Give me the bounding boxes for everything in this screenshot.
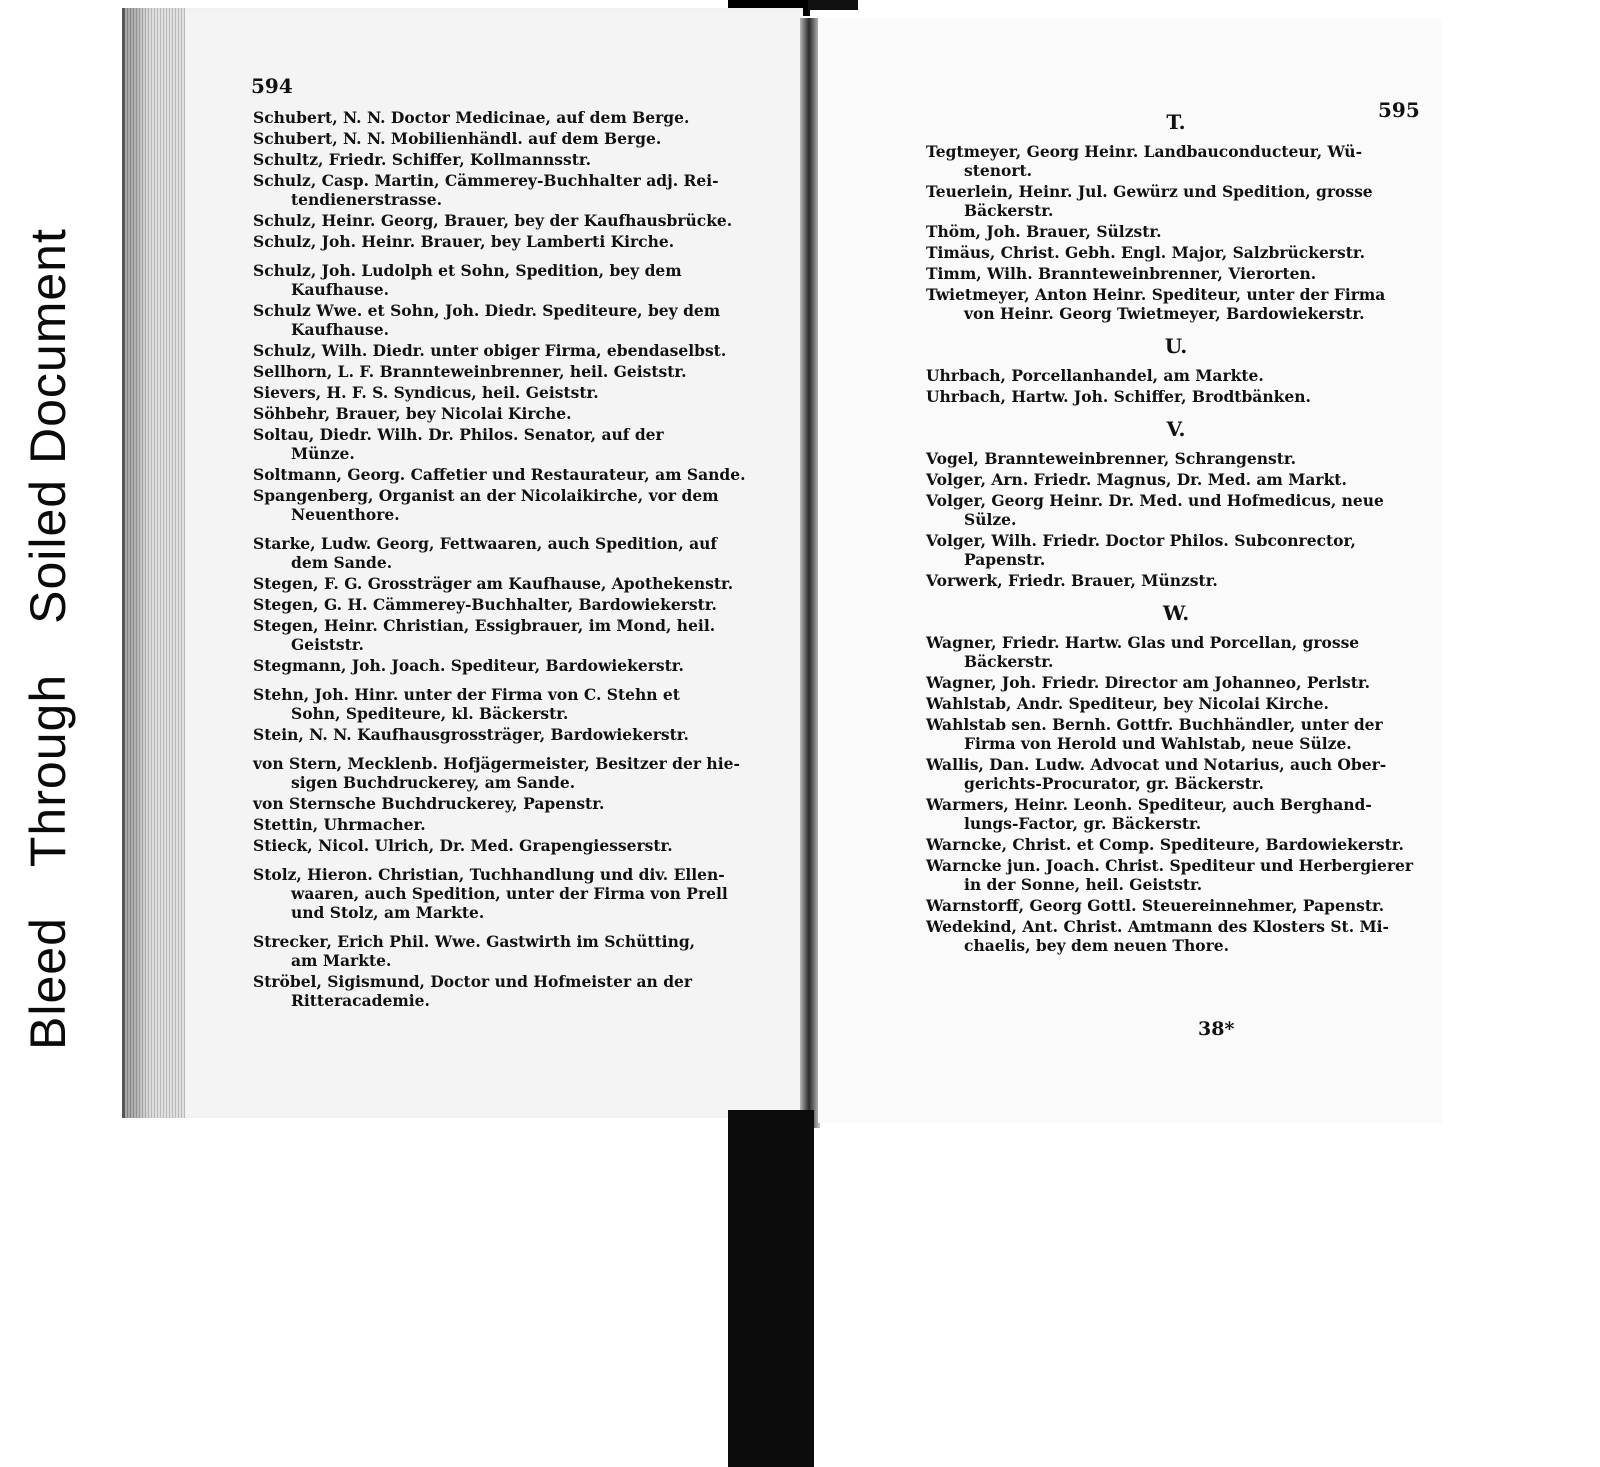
directory-entry — [926, 694, 1426, 713]
entry-continuation: tendienerstrasse. — [291, 190, 442, 209]
entry-line: Schulz, Joh. Ludolph et Sohn, Spedition, bey dem — [253, 261, 682, 280]
entry-line: Tegtmeyer, Georg Heinr. Landbauconducteur, Wü- — [926, 142, 1363, 161]
directory-entry — [926, 222, 1426, 241]
section-letter: W. — [1162, 601, 1190, 625]
entry-line: Wahlstab sen. Bernh. Gottfr. Buchhändler, unter der — [926, 715, 1383, 734]
entry-line: Volger, Georg Heinr. Dr. Med. und Hofmedicus, neue — [926, 491, 1384, 510]
book-gutter — [800, 18, 820, 1128]
entry-line: Schulz, Casp. Martin, Cämmerey-Buchhalter adj. Rei- — [253, 171, 719, 190]
entry-line: Warnstorff, Georg Gottl. Steuereinnehmer, Papenstr. — [926, 896, 1385, 915]
directory-entry — [253, 865, 793, 922]
section-letter: T. — [1166, 110, 1186, 134]
directory-entry — [253, 171, 793, 209]
entry-gap — [253, 677, 793, 685]
entry-line: Teuerlein, Heinr. Jul. Gewürz und Spedition, grosse — [926, 182, 1373, 201]
directory-entry — [926, 142, 1426, 180]
right-page — [818, 18, 1442, 1123]
directory-entry — [253, 232, 793, 251]
directory-entry — [926, 366, 1426, 385]
entry-continuation: Bäckerstr. — [964, 652, 1054, 671]
entry-continuation: waaren, auch Spedition, unter der Firma von Prell — [291, 884, 728, 903]
entry-line: Volger, Arn. Friedr. Magnus, Dr. Med. am Markt. — [926, 470, 1347, 489]
directory-entry — [253, 465, 793, 484]
directory-entry — [253, 383, 793, 402]
entry-line: Timäus, Christ. Gebh. Engl. Major, Salzbrückerstr. — [926, 243, 1366, 262]
directory-entry — [253, 534, 793, 572]
directory-entry — [253, 836, 793, 855]
directory-entry — [253, 150, 793, 169]
left-page — [122, 8, 803, 1118]
directory-entry — [253, 595, 793, 614]
entry-line: Stehn, Joh. Hinr. unter der Firma von C. Stehn et — [253, 685, 680, 704]
entry-line: Stegmann, Joh. Joach. Spediteur, Bardowiekerstr. — [253, 656, 684, 675]
entry-continuation: sigen Buchdruckerey, am Sande. — [291, 773, 576, 792]
signature-mark: 38* — [1198, 1018, 1235, 1040]
directory-entry — [926, 633, 1426, 671]
left-page-number: 594 — [251, 74, 293, 98]
directory-entry — [926, 673, 1426, 692]
directory-entry — [253, 341, 793, 360]
directory-entry — [926, 449, 1426, 468]
entry-continuation: Firma von Herold und Wahlstab, neue Sülze. — [964, 734, 1352, 753]
entry-gap — [253, 746, 793, 754]
directory-entry — [926, 571, 1426, 590]
directory-entry — [253, 794, 793, 813]
entry-line: Vorwerk, Friedr. Brauer, Münzstr. — [926, 571, 1218, 590]
bleed-through-soiled-label — [4, 60, 92, 1050]
directory-entry — [926, 531, 1426, 569]
entry-line: Wagner, Friedr. Hartw. Glas und Porcellan, grosse — [926, 633, 1360, 652]
entry-line: Warncke jun. Joach. Christ. Spediteur und Herbergierer — [926, 856, 1414, 875]
bookmark-ribbon — [728, 1110, 814, 1467]
entry-continuation: lungs-Factor, gr. Bäckerstr. — [964, 814, 1202, 833]
directory-entry — [253, 656, 793, 675]
entry-continuation: Bäckerstr. — [964, 201, 1054, 220]
entry-line: Stieck, Nicol. Ulrich, Dr. Med. Grapengiesserstr. — [253, 836, 673, 855]
entry-line: Stettin, Uhrmacher. — [253, 815, 426, 834]
right-page-number: 595 — [1378, 98, 1420, 122]
entry-line: Schubert, N. N. Doctor Medicinae, auf dem Berge. — [253, 108, 690, 127]
entry-gap — [253, 924, 793, 932]
entry-gap — [253, 253, 793, 261]
entry-continuation: Geiststr. — [291, 635, 364, 654]
directory-entry — [253, 108, 793, 127]
entry-line: Schubert, N. N. Mobilienhändl. auf dem Berge. — [253, 129, 662, 148]
entry-line: Warmers, Heinr. Leonh. Spediteur, auch Berghand- — [926, 795, 1372, 814]
entry-line: Wedekind, Ant. Christ. Amtmann des Klosters St. Mi- — [926, 917, 1389, 936]
entry-gap — [253, 857, 793, 865]
entry-continuation: Neuenthore. — [291, 505, 400, 524]
entry-line: Twietmeyer, Anton Heinr. Spediteur, unter der Firma — [926, 285, 1386, 304]
entry-line: Spangenberg, Organist an der Nicolaikirche, vor dem — [253, 486, 719, 505]
entry-continuation: von Heinr. Georg Twietmeyer, Bardowiekerstr. — [964, 304, 1365, 323]
entry-continuation: Sülze. — [964, 510, 1017, 529]
entry-line: Timm, Wilh. Brannteweinbrenner, Vierorten. — [926, 264, 1317, 283]
directory-entry — [253, 129, 793, 148]
entry-line: Starke, Ludw. Georg, Fettwaaren, auch Spedition, auf — [253, 534, 718, 553]
entry-line: Schulz Wwe. et Sohn, Joh. Diedr. Spediteure, bey dem — [253, 301, 721, 320]
label-word-soiled-document: Soiled Document — [20, 228, 76, 624]
entry-line: Schulz, Heinr. Georg, Brauer, bey der Kaufhausbrücke. — [253, 211, 733, 230]
entry-continuation: gerichts-Procurator, gr. Bäckerstr. — [964, 774, 1264, 793]
entry-continuation: in der Sonne, heil. Geiststr. — [964, 875, 1203, 894]
directory-entry — [926, 896, 1426, 915]
entry-continuation: Ritteracademie. — [291, 991, 430, 1010]
directory-entry — [253, 261, 793, 299]
directory-entry — [253, 685, 793, 723]
entry-continuation: Kaufhause. — [291, 320, 390, 339]
entry-line: Stegen, Heinr. Christian, Essigbrauer, im Mond, heil. — [253, 616, 716, 635]
entry-line: Schultz, Friedr. Schiffer, Kollmannsstr. — [253, 150, 592, 169]
entry-continuation: am Markte. — [291, 951, 392, 970]
open-book — [122, 8, 1442, 1118]
directory-entry — [926, 264, 1426, 283]
entry-continuation: und Stolz, am Markte. — [291, 903, 485, 922]
directory-entry — [253, 972, 793, 1010]
directory-entry — [253, 486, 793, 524]
entry-line: Wahlstab, Andr. Spediteur, bey Nicolai Kirche. — [926, 694, 1329, 713]
page-edges — [125, 8, 185, 1118]
directory-entry — [926, 243, 1426, 262]
entry-line: von Sternsche Buchdruckerey, Papenstr. — [253, 794, 605, 813]
entry-continuation: Sohn, Spediteure, kl. Bäckerstr. — [291, 704, 569, 723]
directory-entry — [926, 917, 1426, 955]
entry-line: Stein, N. N. Kaufhausgrossträger, Bardowiekerstr. — [253, 725, 689, 744]
directory-entry — [253, 725, 793, 744]
entry-continuation: Kaufhause. — [291, 280, 390, 299]
entry-line: Wagner, Joh. Friedr. Director am Johanneo, Perlstr. — [926, 673, 1371, 692]
directory-entry — [926, 795, 1426, 833]
entry-continuation: Münze. — [291, 444, 355, 463]
directory-entry — [926, 755, 1426, 793]
entry-continuation: dem Sande. — [291, 553, 393, 572]
entry-continuation: stenort. — [964, 161, 1033, 180]
directory-entry — [926, 856, 1426, 894]
directory-entry — [926, 285, 1426, 323]
left-page-entries — [253, 108, 793, 1012]
directory-entry — [253, 425, 793, 463]
directory-entry — [926, 491, 1426, 529]
entry-line: Schulz, Wilh. Diedr. unter obiger Firma, ebendaselbst. — [253, 341, 727, 360]
entry-line: Söhbehr, Brauer, bey Nicolai Kirche. — [253, 404, 572, 423]
directory-entry — [926, 715, 1426, 753]
entry-line: Stegen, F. G. Grossträger am Kaufhause, Apothekenstr. — [253, 574, 734, 593]
section-letter: V. — [1166, 417, 1186, 441]
entry-line: Sellhorn, L. F. Brannteweinbrenner, heil. Geiststr. — [253, 362, 687, 381]
entry-line: Volger, Wilh. Friedr. Doctor Philos. Subconrector, — [926, 531, 1356, 550]
directory-entry — [253, 616, 793, 654]
entry-line: Thöm, Joh. Brauer, Sülzstr. — [926, 222, 1162, 241]
label-word-bleed: Bleed — [20, 917, 76, 1050]
entry-line: Schulz, Joh. Heinr. Brauer, bey Lamberti Kirche. — [253, 232, 675, 251]
entry-line: Uhrbach, Hartw. Joh. Schiffer, Brodtbänken. — [926, 387, 1311, 406]
entry-line: von Stern, Mecklenb. Hofjägermeister, Besitzer der hie- — [253, 754, 740, 773]
entry-line: Soltau, Diedr. Wilh. Dr. Philos. Senator, auf der — [253, 425, 664, 444]
label-word-through: Through — [20, 673, 76, 868]
directory-entry — [926, 470, 1426, 489]
directory-entry — [253, 404, 793, 423]
directory-entry — [253, 301, 793, 339]
entry-line: Warncke, Christ. et Comp. Spediteure, Bardowiekerstr. — [926, 835, 1404, 854]
entry-line: Wallis, Dan. Ludw. Advocat und Notarius, auch Ober- — [926, 755, 1387, 774]
entry-line: Stegen, G. H. Cämmerey-Buchhalter, Bardowiekerstr. — [253, 595, 717, 614]
directory-entry — [926, 182, 1426, 220]
entry-gap — [253, 526, 793, 534]
directory-entry — [926, 387, 1426, 406]
directory-entry — [926, 835, 1426, 854]
entry-line: Ströbel, Sigismund, Doctor und Hofmeister an der — [253, 972, 693, 991]
directory-entry — [253, 754, 793, 792]
directory-entry — [253, 932, 793, 970]
entry-continuation: Papenstr. — [964, 550, 1046, 569]
entry-line: Vogel, Brannteweinbrenner, Schrangenstr. — [926, 449, 1297, 468]
entry-line: Stolz, Hieron. Christian, Tuchhandlung und div. Ellen- — [253, 865, 725, 884]
directory-entry — [253, 574, 793, 593]
entry-continuation: chaelis, bey dem neuen Thore. — [964, 936, 1229, 955]
entry-line: Sievers, H. F. S. Syndicus, heil. Geiststr. — [253, 383, 599, 402]
directory-entry — [253, 211, 793, 230]
directory-entry — [253, 362, 793, 381]
entry-line: Strecker, Erich Phil. Wwe. Gastwirth im Schütting, — [253, 932, 696, 951]
directory-entry — [253, 815, 793, 834]
entry-line: Uhrbach, Porcellanhandel, am Markte. — [926, 366, 1264, 385]
entry-line: Soltmann, Georg. Caffetier und Restaurateur, am Sande. — [253, 465, 746, 484]
section-letter: U. — [1164, 334, 1188, 358]
